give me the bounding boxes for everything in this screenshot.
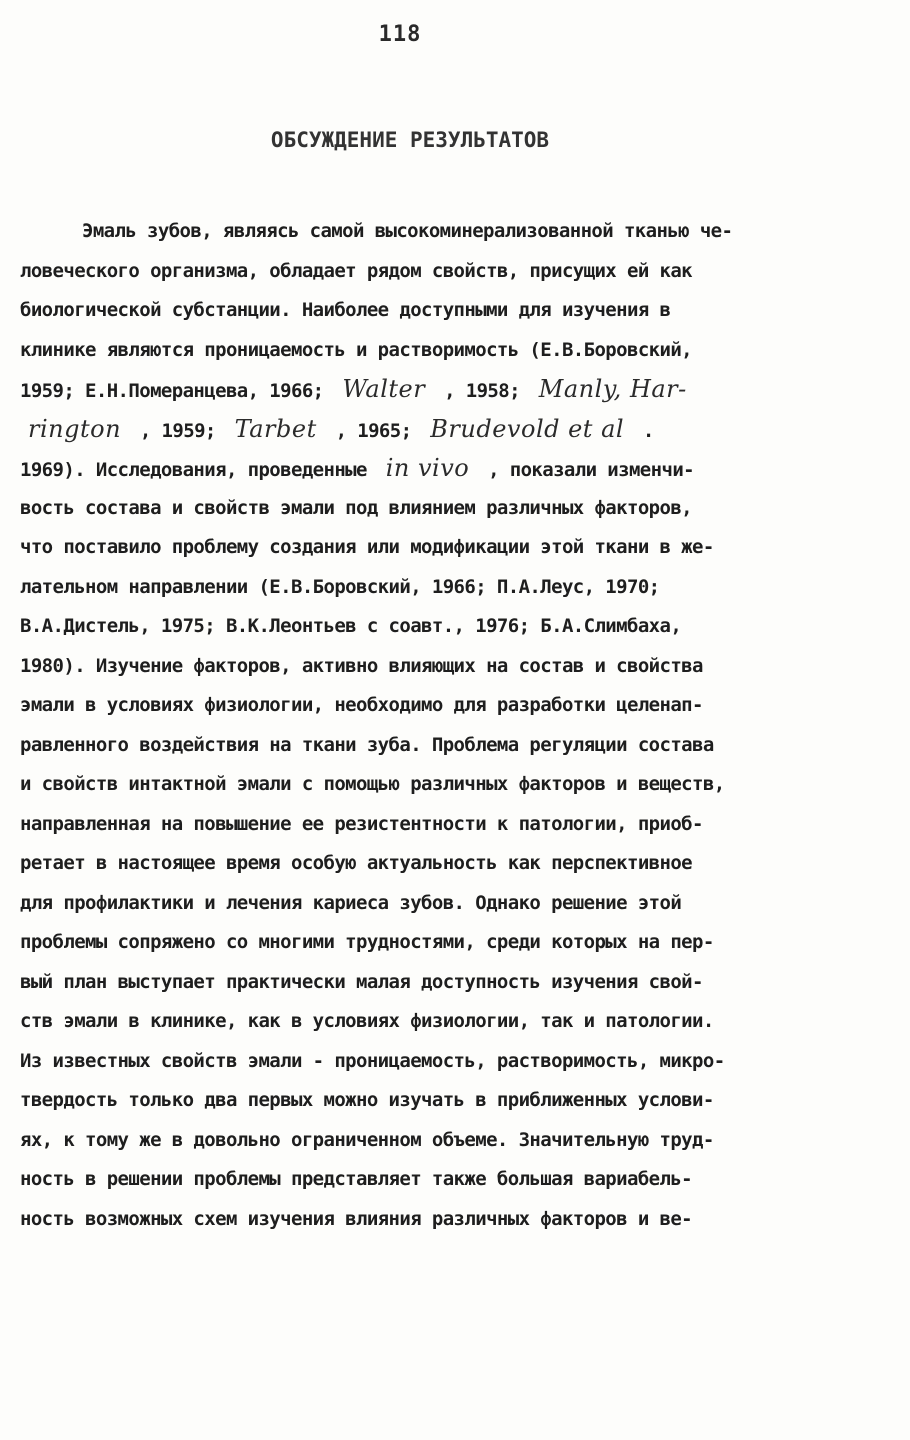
text-line: для профилактики и лечения кариеса зубов. Однако решение этой <box>20 891 682 914</box>
text-segment: , показали изменчи- <box>488 459 695 481</box>
text-line: ях, к тому же в довольно ограниченном объеме. Значительную труд- <box>20 1128 714 1151</box>
text-line <box>20 410 880 450</box>
text-segment: 1959; Е.Н.Померанцева, 1966; <box>20 380 324 402</box>
text-line: ретает в настоящее время особую актуальность как перспективное <box>20 852 693 874</box>
handwritten-name: rington <box>28 414 122 443</box>
text-segment: , 1959; <box>139 419 216 442</box>
section-heading: ОБСУЖДЕНИЕ РЕЗУЛЬТАТОВ <box>270 128 550 152</box>
text-line: Эмаль зубов, являясь самой высокоминерализованной тканью че- <box>82 220 733 242</box>
handwritten-name: Brudevold et al <box>430 414 625 443</box>
text-segment: 1969). Исследования, проведенные <box>20 459 367 481</box>
handwritten-name: Walter <box>342 375 426 403</box>
text-line <box>20 449 880 489</box>
body-paragraph <box>20 212 880 1239</box>
text-line: что поставило проблему создания или модификации этой ткани в же- <box>20 536 714 558</box>
text-line: направленная на повышение ее резистентности к патологии, приоб- <box>20 812 703 835</box>
text-line: ность возможных схем изучения влияния различных факторов и ве- <box>20 1207 693 1230</box>
text-segment: , 1965; <box>335 419 412 442</box>
handwritten-term: in vivo <box>385 454 470 482</box>
text-line: ловеческого организма, обладает рядом свойств, присущих ей как <box>20 259 693 282</box>
handwritten-name: Manly, Har- <box>538 375 687 403</box>
text-line: лательном направлении (Е.В.Боровский, 1966; П.А.Леус, 1970; <box>20 575 660 598</box>
text-line: вый план выступает практически малая доступность изучения свой- <box>20 970 703 993</box>
text-segment: , 1958; <box>444 380 520 402</box>
text-line: 1980). Изучение факторов, активно влияющих на состав и свойства <box>20 654 703 677</box>
page-number: 118 <box>378 22 422 47</box>
text-line: и свойств интактной эмали с помощью различных факторов и веществ, <box>20 773 725 795</box>
text-segment: . <box>642 419 654 442</box>
text-line: Из известных свойств эмали - проницаемость, растворимость, микро- <box>20 1049 725 1072</box>
text-line: равленного воздействия на ткани зуба. Проблема регуляции состава <box>20 733 714 756</box>
text-line <box>20 370 880 410</box>
text-line: вость состава и свойств эмали под влиянием различных факторов, <box>20 496 693 519</box>
text-line: клинике являются проницаемость и растворимость (Е.В.Боровский, <box>20 338 693 361</box>
text-line: ств эмали в клинике, как в условиях физиологии, так и патологии. <box>20 1010 714 1032</box>
text-line: проблемы сопряжено со многими трудностями, среди которых на пер- <box>20 931 714 953</box>
handwritten-name: Tarbet <box>234 414 317 443</box>
text-line: В.А.Дистель, 1975; В.К.Леонтьев с соавт., 1976; Б.А.Слимбаха, <box>20 615 682 637</box>
text-line: ность в решении проблемы представляет также большая вариабель- <box>20 1168 693 1190</box>
text-line: эмали в условиях физиологии, необходимо для разработки целенап- <box>20 694 703 716</box>
text-line: биологической субстанции. Наиболее доступными для изучения в <box>20 299 671 321</box>
text-line: твердость только два первых можно изучать в приближенных услови- <box>20 1089 714 1111</box>
